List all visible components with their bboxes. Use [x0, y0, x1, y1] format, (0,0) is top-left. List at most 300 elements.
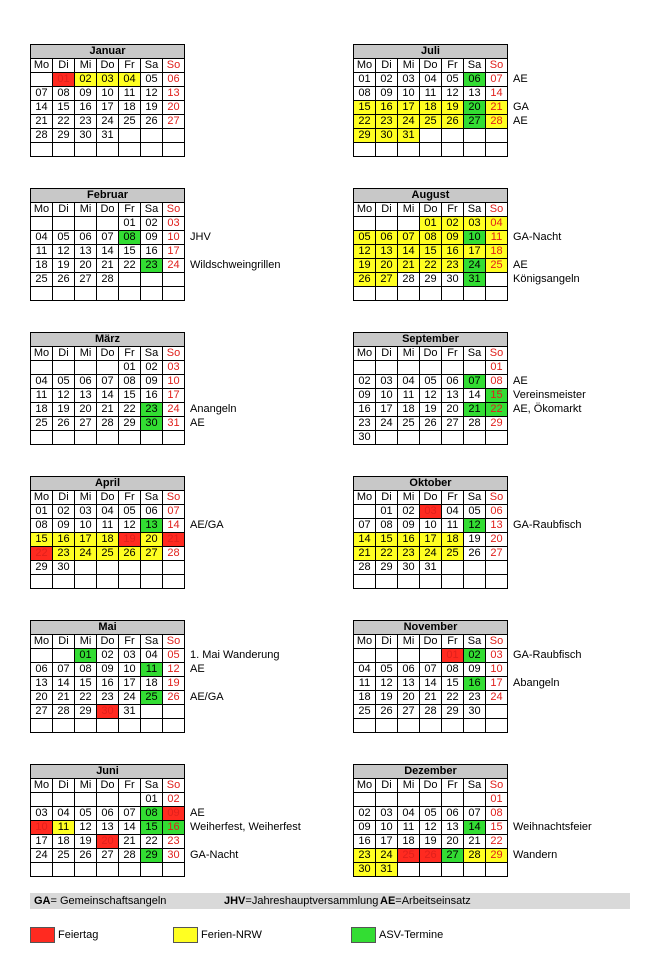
day-cell: 10 — [398, 87, 420, 101]
week-row — [31, 129, 185, 143]
day-cell: 16 — [464, 677, 486, 691]
day-cell: 09 — [141, 375, 163, 389]
month-calendar — [353, 476, 508, 589]
weekday-header: Do — [97, 635, 119, 649]
day-cell: 03 — [420, 505, 442, 519]
day-cell: 29 — [486, 849, 508, 863]
day-cell: 24 — [119, 691, 141, 705]
day-cell — [420, 361, 442, 375]
week-row — [31, 115, 185, 129]
day-cell: 20 — [376, 259, 398, 273]
day-cell: 29 — [75, 705, 97, 719]
week-row — [31, 361, 185, 375]
week-row — [31, 849, 185, 863]
day-cell: 01 — [442, 649, 464, 663]
day-cell: 13 — [376, 245, 398, 259]
event-note: Weihnachtsfeier — [513, 821, 592, 833]
day-cell — [31, 217, 53, 231]
weekday-header: Do — [420, 203, 442, 217]
month-calendar — [30, 764, 185, 877]
day-cell: 18 — [354, 691, 376, 705]
week-row — [31, 403, 185, 417]
day-cell — [420, 129, 442, 143]
day-cell: 15 — [119, 389, 141, 403]
day-cell: 06 — [486, 505, 508, 519]
day-cell — [376, 287, 398, 301]
day-cell: 21 — [97, 403, 119, 417]
day-cell: 22 — [376, 547, 398, 561]
day-cell: 27 — [141, 547, 163, 561]
day-cell: 16 — [398, 533, 420, 547]
week-row — [354, 273, 508, 287]
day-cell — [420, 143, 442, 157]
day-cell: 18 — [442, 533, 464, 547]
day-cell — [376, 719, 398, 733]
day-cell: 15 — [119, 245, 141, 259]
day-cell: 04 — [119, 73, 141, 87]
day-cell: 16 — [53, 533, 75, 547]
day-cell: 29 — [354, 129, 376, 143]
weekday-header: Fr — [442, 491, 464, 505]
day-cell: 09 — [141, 231, 163, 245]
day-cell — [376, 361, 398, 375]
day-cell: 18 — [141, 677, 163, 691]
day-cell: 09 — [97, 663, 119, 677]
day-cell: 20 — [97, 835, 119, 849]
week-row — [31, 691, 185, 705]
weekday-header: Do — [97, 203, 119, 217]
day-cell: 18 — [97, 533, 119, 547]
day-cell: 17 — [31, 835, 53, 849]
weekday-header: Do — [420, 491, 442, 505]
weekday-header: Sa — [464, 203, 486, 217]
day-cell: 13 — [97, 821, 119, 835]
weekday-header: Mo — [354, 779, 376, 793]
weekday-header: Sa — [464, 347, 486, 361]
day-cell: 23 — [376, 115, 398, 129]
month-title: Mai — [31, 621, 185, 635]
month-table — [30, 44, 185, 157]
day-cell: 25 — [31, 273, 53, 287]
day-cell: 19 — [464, 533, 486, 547]
week-row — [31, 143, 185, 157]
day-cell — [53, 431, 75, 445]
day-cell: 13 — [75, 245, 97, 259]
day-cell: 13 — [75, 389, 97, 403]
day-cell: 20 — [442, 835, 464, 849]
month-title: November — [354, 621, 508, 635]
week-row — [354, 245, 508, 259]
weekday-header: Sa — [464, 779, 486, 793]
day-cell — [442, 793, 464, 807]
day-cell — [119, 287, 141, 301]
day-cell — [486, 705, 508, 719]
day-cell: 02 — [75, 73, 97, 87]
day-cell: 11 — [398, 821, 420, 835]
day-cell: 07 — [486, 73, 508, 87]
month-table — [30, 764, 185, 877]
weekday-header: So — [486, 347, 508, 361]
day-cell: 05 — [464, 505, 486, 519]
abbrev-ae: AE=Arbeitseinsatz — [380, 895, 471, 907]
day-cell: 24 — [464, 259, 486, 273]
abbrev-jhv: JHV=Jahreshauptversammlung — [224, 895, 379, 907]
weekday-header: Di — [376, 491, 398, 505]
week-row — [31, 547, 185, 561]
feiertag-label: Feiertag — [58, 929, 99, 941]
event-note: Vereinsmeister — [513, 389, 586, 401]
day-cell: 29 — [31, 561, 53, 575]
day-cell — [442, 575, 464, 589]
day-cell: 27 — [398, 705, 420, 719]
event-note: AE, Ökomarkt — [513, 403, 582, 415]
day-cell: 20 — [442, 403, 464, 417]
day-cell: 23 — [354, 417, 376, 431]
weekday-header: Fr — [119, 203, 141, 217]
day-cell — [442, 719, 464, 733]
weekday-header: So — [163, 491, 185, 505]
day-cell: 25 — [97, 547, 119, 561]
day-cell — [486, 561, 508, 575]
day-cell — [31, 649, 53, 663]
event-note: AE — [513, 73, 528, 85]
month-table — [30, 188, 185, 301]
day-cell — [31, 793, 53, 807]
day-cell: 09 — [354, 821, 376, 835]
day-cell: 19 — [442, 101, 464, 115]
day-cell — [119, 561, 141, 575]
day-cell — [53, 863, 75, 877]
day-cell: 04 — [31, 231, 53, 245]
day-cell — [141, 287, 163, 301]
week-row — [31, 217, 185, 231]
day-cell: 03 — [398, 73, 420, 87]
day-cell: 21 — [464, 403, 486, 417]
day-cell: 12 — [376, 677, 398, 691]
week-row — [354, 505, 508, 519]
day-cell: 12 — [53, 245, 75, 259]
week-row — [31, 73, 185, 87]
day-cell — [398, 431, 420, 445]
month-calendar — [30, 476, 185, 589]
day-cell — [75, 217, 97, 231]
day-cell: 03 — [75, 505, 97, 519]
day-cell: 29 — [53, 129, 75, 143]
day-cell: 03 — [31, 807, 53, 821]
day-cell: 07 — [464, 807, 486, 821]
day-cell: 01 — [75, 649, 97, 663]
day-cell: 28 — [464, 417, 486, 431]
day-cell: 20 — [75, 259, 97, 273]
day-cell — [398, 143, 420, 157]
day-cell: 23 — [97, 691, 119, 705]
day-cell: 27 — [97, 849, 119, 863]
weekday-header: Mi — [75, 779, 97, 793]
day-cell: 03 — [376, 375, 398, 389]
day-cell: 30 — [354, 431, 376, 445]
month-table — [353, 44, 508, 157]
day-cell — [53, 361, 75, 375]
weekday-header: Sa — [141, 203, 163, 217]
weekday-header: Di — [376, 59, 398, 73]
day-cell: 09 — [163, 807, 185, 821]
weekday-header: Mo — [354, 635, 376, 649]
day-cell: 05 — [141, 73, 163, 87]
day-cell: 24 — [163, 403, 185, 417]
weekday-header: Mi — [75, 59, 97, 73]
day-cell — [163, 143, 185, 157]
month-title: Dezember — [354, 765, 508, 779]
weekday-header: Mo — [354, 347, 376, 361]
day-cell: 17 — [75, 533, 97, 547]
day-cell — [486, 287, 508, 301]
day-cell: 23 — [442, 259, 464, 273]
day-cell: 21 — [420, 691, 442, 705]
day-cell: 19 — [354, 259, 376, 273]
day-cell: 17 — [464, 245, 486, 259]
day-cell — [464, 431, 486, 445]
week-row — [354, 849, 508, 863]
weekday-header: Fr — [119, 779, 141, 793]
day-cell — [376, 431, 398, 445]
weekday-header: Di — [53, 59, 75, 73]
month-calendar — [353, 44, 508, 157]
day-cell: 06 — [97, 807, 119, 821]
day-cell: 05 — [163, 649, 185, 663]
day-cell: 04 — [141, 649, 163, 663]
day-cell: 29 — [141, 849, 163, 863]
day-cell: 11 — [442, 519, 464, 533]
week-row — [354, 403, 508, 417]
day-cell: 08 — [376, 519, 398, 533]
week-row — [354, 677, 508, 691]
day-cell — [53, 217, 75, 231]
day-cell: 29 — [420, 273, 442, 287]
day-cell: 21 — [97, 259, 119, 273]
day-cell: 12 — [464, 519, 486, 533]
week-row — [354, 561, 508, 575]
week-row — [354, 533, 508, 547]
day-cell: 21 — [163, 533, 185, 547]
day-cell: 31 — [398, 129, 420, 143]
day-cell: 06 — [75, 375, 97, 389]
day-cell: 24 — [75, 547, 97, 561]
day-cell: 22 — [486, 403, 508, 417]
day-cell: 12 — [53, 389, 75, 403]
day-cell: 04 — [420, 73, 442, 87]
day-cell: 02 — [464, 649, 486, 663]
day-cell: 27 — [376, 273, 398, 287]
day-cell: 01 — [376, 505, 398, 519]
day-cell: 05 — [420, 807, 442, 821]
week-row — [31, 245, 185, 259]
day-cell: 23 — [75, 115, 97, 129]
day-cell: 21 — [464, 835, 486, 849]
week-row — [31, 719, 185, 733]
day-cell: 20 — [31, 691, 53, 705]
weekday-header: Sa — [464, 491, 486, 505]
day-cell: 13 — [31, 677, 53, 691]
day-cell — [486, 129, 508, 143]
weekday-header: Do — [420, 779, 442, 793]
weekday-header: Fr — [119, 491, 141, 505]
day-cell: 15 — [420, 245, 442, 259]
day-cell: 02 — [163, 793, 185, 807]
day-cell: 25 — [141, 691, 163, 705]
day-cell: 28 — [420, 705, 442, 719]
day-cell: 31 — [420, 561, 442, 575]
day-cell: 24 — [376, 849, 398, 863]
day-cell — [354, 361, 376, 375]
day-cell: 10 — [31, 821, 53, 835]
day-cell — [97, 863, 119, 877]
day-cell — [376, 575, 398, 589]
month-title: Februar — [31, 189, 185, 203]
weekday-header: Do — [97, 779, 119, 793]
day-cell — [398, 793, 420, 807]
weekday-header: Mi — [75, 491, 97, 505]
day-cell: 18 — [486, 245, 508, 259]
day-cell: 02 — [141, 217, 163, 231]
event-note: Abangeln — [513, 677, 560, 689]
day-cell: 09 — [376, 87, 398, 101]
day-cell — [464, 575, 486, 589]
week-row — [354, 389, 508, 403]
day-cell: 29 — [442, 705, 464, 719]
event-note: Anangeln — [190, 403, 237, 415]
day-cell — [420, 793, 442, 807]
week-row — [31, 793, 185, 807]
day-cell: 03 — [163, 217, 185, 231]
day-cell: 27 — [442, 849, 464, 863]
day-cell: 19 — [53, 403, 75, 417]
day-cell: 07 — [53, 663, 75, 677]
day-cell: 03 — [376, 807, 398, 821]
day-cell: 19 — [75, 835, 97, 849]
day-cell: 08 — [486, 807, 508, 821]
week-row — [31, 417, 185, 431]
day-cell: 04 — [442, 505, 464, 519]
day-cell: 22 — [31, 547, 53, 561]
day-cell: 27 — [442, 417, 464, 431]
week-row — [31, 375, 185, 389]
weekday-header: Sa — [141, 59, 163, 73]
day-cell: 12 — [163, 663, 185, 677]
month-table — [30, 332, 185, 445]
week-row — [31, 677, 185, 691]
day-cell: 10 — [420, 519, 442, 533]
weekday-header: Di — [53, 779, 75, 793]
week-row — [354, 129, 508, 143]
feiertag-swatch — [30, 927, 55, 943]
day-cell: 03 — [163, 361, 185, 375]
day-cell — [163, 431, 185, 445]
day-cell — [141, 273, 163, 287]
day-cell: 28 — [464, 849, 486, 863]
day-cell — [486, 143, 508, 157]
day-cell — [119, 129, 141, 143]
day-cell: 15 — [442, 677, 464, 691]
day-cell: 06 — [442, 375, 464, 389]
day-cell — [420, 719, 442, 733]
day-cell: 27 — [31, 705, 53, 719]
weekday-header: So — [486, 59, 508, 73]
weekday-header: Sa — [464, 59, 486, 73]
day-cell — [31, 719, 53, 733]
weekday-header: Mi — [75, 347, 97, 361]
day-cell: 08 — [486, 375, 508, 389]
day-cell: 27 — [75, 417, 97, 431]
day-cell: 23 — [163, 835, 185, 849]
day-cell: 20 — [163, 101, 185, 115]
day-cell: 27 — [464, 115, 486, 129]
day-cell: 16 — [442, 245, 464, 259]
day-cell — [398, 575, 420, 589]
day-cell: 16 — [354, 835, 376, 849]
day-cell: 06 — [376, 231, 398, 245]
month-calendar — [30, 44, 185, 157]
day-cell: 05 — [376, 663, 398, 677]
day-cell — [119, 719, 141, 733]
day-cell — [420, 287, 442, 301]
day-cell: 28 — [119, 849, 141, 863]
weekday-header: Mo — [354, 491, 376, 505]
day-cell: 07 — [420, 663, 442, 677]
day-cell: 14 — [354, 533, 376, 547]
weekday-header: Mi — [75, 635, 97, 649]
day-cell: 08 — [354, 87, 376, 101]
event-note: AE — [190, 417, 205, 429]
week-row — [31, 807, 185, 821]
month-title: Januar — [31, 45, 185, 59]
day-cell — [354, 287, 376, 301]
week-row — [354, 375, 508, 389]
day-cell: 29 — [486, 417, 508, 431]
week-row — [354, 73, 508, 87]
day-cell: 14 — [464, 821, 486, 835]
day-cell: 12 — [354, 245, 376, 259]
event-note: JHV — [190, 231, 211, 243]
day-cell: 04 — [53, 807, 75, 821]
day-cell: 15 — [486, 389, 508, 403]
day-cell: 14 — [398, 245, 420, 259]
day-cell — [464, 361, 486, 375]
day-cell: 25 — [486, 259, 508, 273]
day-cell — [163, 273, 185, 287]
weekday-header: Mo — [31, 635, 53, 649]
day-cell: 30 — [141, 417, 163, 431]
day-cell: 25 — [119, 115, 141, 129]
day-cell: 22 — [486, 835, 508, 849]
day-cell: 08 — [119, 375, 141, 389]
day-cell: 17 — [486, 677, 508, 691]
day-cell: 02 — [53, 505, 75, 519]
day-cell: 11 — [31, 389, 53, 403]
asv-swatch — [351, 927, 376, 943]
day-cell: 07 — [464, 375, 486, 389]
day-cell: 15 — [75, 677, 97, 691]
weekday-header: Fr — [119, 59, 141, 73]
weekday-header: Mo — [354, 203, 376, 217]
weekday-header: Di — [53, 491, 75, 505]
day-cell: 14 — [31, 101, 53, 115]
weekday-header: Do — [420, 347, 442, 361]
day-cell — [420, 863, 442, 877]
week-row — [31, 505, 185, 519]
day-cell: 22 — [354, 115, 376, 129]
day-cell — [398, 217, 420, 231]
day-cell: 16 — [97, 677, 119, 691]
